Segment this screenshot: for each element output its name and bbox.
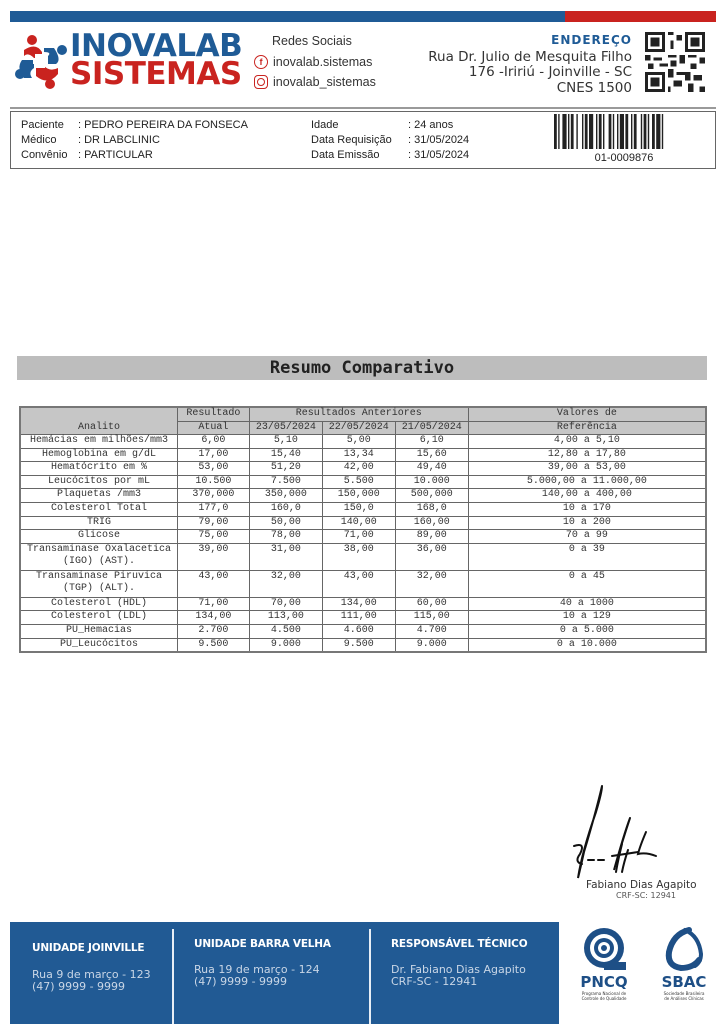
footer-unit-title: UNIDADE JOINVILLE bbox=[32, 942, 145, 954]
barcode-bar bbox=[599, 114, 602, 149]
barcode-bar bbox=[617, 114, 618, 149]
address-line1: Rua Dr. Julio de Mesquita Filho bbox=[428, 48, 632, 65]
cell-previous-3: 115,00 bbox=[395, 611, 468, 625]
cell-current-result: 370,000 bbox=[177, 489, 249, 503]
cell-current-result: 6,00 bbox=[177, 435, 249, 449]
barcode-bar bbox=[644, 114, 647, 149]
barcode-bar bbox=[562, 114, 566, 149]
cell-previous-2: 134,00 bbox=[322, 597, 395, 611]
patient-info-box bbox=[10, 111, 716, 169]
barcode-bar bbox=[603, 114, 604, 149]
barcode-bar bbox=[596, 114, 597, 149]
barcode-bar bbox=[613, 114, 614, 149]
instagram-handle: inovalab_sistemas bbox=[273, 75, 376, 89]
cell-previous-1: 32,00 bbox=[249, 570, 322, 597]
patient-field: Médico : DR LABCLINIC bbox=[21, 134, 160, 146]
pncq-subtitle-1: Programa Nacional de bbox=[581, 991, 627, 996]
signer-name: Fabiano Dias Agapito bbox=[586, 879, 697, 891]
cell-current-result: 10.500 bbox=[177, 475, 249, 489]
cell-previous-1: 9.000 bbox=[249, 638, 322, 652]
cell-previous-3: 49,40 bbox=[395, 462, 468, 476]
cell-previous-1: 31,00 bbox=[249, 543, 322, 570]
brand-logo bbox=[14, 28, 243, 92]
cell-previous-1: 7.500 bbox=[249, 475, 322, 489]
cell-previous-2: 150,000 bbox=[322, 489, 395, 503]
patient-field: Paciente : PEDRO PEREIRA DA FONSECA bbox=[21, 119, 248, 131]
barcode-bar bbox=[558, 114, 559, 149]
logo-cross-icon bbox=[14, 34, 68, 90]
cell-reference: 0 a 10.000 bbox=[468, 638, 706, 652]
cell-previous-1: 15,40 bbox=[249, 448, 322, 462]
table-row bbox=[20, 462, 706, 476]
cell-previous-2: 38,00 bbox=[322, 543, 395, 570]
cell-previous-2: 71,00 bbox=[322, 530, 395, 544]
cell-previous-1: 78,00 bbox=[249, 530, 322, 544]
cell-previous-3: 89,00 bbox=[395, 530, 468, 544]
barcode-bar bbox=[634, 114, 637, 149]
facebook-link[interactable] bbox=[254, 52, 376, 72]
cell-current-result: 71,00 bbox=[177, 597, 249, 611]
cell-current-result: 2.700 bbox=[177, 624, 249, 638]
patient-fields-right bbox=[311, 118, 469, 163]
cell-previous-3: 36,00 bbox=[395, 543, 468, 570]
cell-current-result: 17,00 bbox=[177, 448, 249, 462]
cell-previous-2: 43,00 bbox=[322, 570, 395, 597]
table-row bbox=[20, 475, 706, 489]
cell-previous-1: 70,00 bbox=[249, 597, 322, 611]
patient-fields-left bbox=[21, 118, 248, 163]
sbac-subtitle-2: de Análises Clínicas bbox=[664, 996, 704, 1001]
barcode-bar bbox=[609, 114, 612, 149]
insurance-name: : PARTICULAR bbox=[78, 149, 153, 161]
pncq-logo-icon bbox=[579, 926, 629, 972]
cell-reference: 4,00 a 5,10 bbox=[468, 435, 706, 449]
footer-technical-lead bbox=[369, 922, 559, 1024]
barcode-bar bbox=[631, 114, 632, 149]
barcode-icon bbox=[554, 114, 694, 149]
table-row bbox=[20, 611, 706, 625]
sbac-name: SBAC bbox=[661, 973, 707, 991]
header-ref-l1: Valores de bbox=[468, 407, 706, 421]
barcode-bar bbox=[571, 114, 574, 149]
cell-analito: Transaminase Piruvica (TGP) (ALT). bbox=[20, 570, 177, 597]
cell-analito: Colesterol (LDL) bbox=[20, 611, 177, 625]
cell-previous-1: 350,000 bbox=[249, 489, 322, 503]
instagram-icon bbox=[254, 75, 268, 89]
cell-previous-2: 140,00 bbox=[322, 516, 395, 530]
cell-reference: 0 a 39 bbox=[468, 543, 706, 570]
cell-previous-2: 111,00 bbox=[322, 611, 395, 625]
qr-code-icon bbox=[645, 32, 705, 92]
signature-icon bbox=[566, 782, 666, 882]
cell-analito: Plaquetas /mm3 bbox=[20, 489, 177, 503]
address-cnes: CNES 1500 bbox=[556, 79, 632, 96]
pncq-subtitle-2: Controle de Qualidade bbox=[581, 996, 627, 1001]
table-row bbox=[20, 448, 706, 462]
results-table bbox=[19, 406, 707, 653]
report-title: Resumo Comparativo bbox=[17, 356, 707, 380]
brand-name-line1: INOVALAB bbox=[70, 28, 243, 64]
cell-previous-1: 5,10 bbox=[249, 435, 322, 449]
cell-current-result: 43,00 bbox=[177, 570, 249, 597]
cell-analito: TRIG bbox=[20, 516, 177, 530]
table-row bbox=[20, 543, 706, 570]
pncq-name: PNCQ bbox=[580, 973, 628, 991]
cell-previous-1: 4.500 bbox=[249, 624, 322, 638]
cell-previous-1: 50,00 bbox=[249, 516, 322, 530]
cell-previous-3: 168,0 bbox=[395, 502, 468, 516]
footer-unit-phone: (47) 9999 - 9999 bbox=[194, 975, 288, 988]
cell-analito: Transaminase Oxalacetica (IGO) (AST). bbox=[20, 543, 177, 570]
cell-current-result: 75,00 bbox=[177, 530, 249, 544]
cell-previous-3: 60,00 bbox=[395, 597, 468, 611]
cell-previous-2: 5,00 bbox=[322, 435, 395, 449]
cell-current-result: 79,00 bbox=[177, 516, 249, 530]
address-line2: 176 -Iririú - Joinville - SC bbox=[468, 64, 632, 80]
cell-current-result: 177,0 bbox=[177, 502, 249, 516]
patient-field: Idade : 24 anos bbox=[311, 119, 454, 131]
header-ref-l2: Referência bbox=[468, 421, 706, 435]
cell-previous-3: 160,00 bbox=[395, 516, 468, 530]
barcode-number: 01-0009876 bbox=[594, 152, 654, 164]
barcode-bar bbox=[648, 114, 649, 149]
lab-address bbox=[428, 33, 632, 96]
patient-age: : 24 anos bbox=[408, 119, 454, 131]
footer-unit-address: Rua 19 de março - 124 bbox=[194, 963, 320, 976]
cell-reference: 140,00 a 400,00 bbox=[468, 489, 706, 503]
header-date-1: 23/05/2024 bbox=[249, 421, 322, 435]
footer-unit-joinville bbox=[10, 922, 172, 1024]
cell-reference: 70 a 99 bbox=[468, 530, 706, 544]
doctor-name: : DR LABCLINIC bbox=[78, 134, 160, 146]
table-row bbox=[20, 570, 706, 597]
brand-name-line2: SISTEMAS bbox=[70, 56, 242, 92]
patient-field: Convênio : PARTICULAR bbox=[21, 149, 153, 161]
cell-analito: Colesterol (HDL) bbox=[20, 597, 177, 611]
cell-reference: 5.000,00 a 11.000,00 bbox=[468, 475, 706, 489]
header-divider bbox=[10, 107, 716, 109]
footer-unit-barra-velha bbox=[172, 922, 369, 1024]
cell-previous-2: 42,00 bbox=[322, 462, 395, 476]
barcode-bar bbox=[662, 114, 663, 149]
cell-analito: Hemácias em milhões/mm3 bbox=[20, 435, 177, 449]
cell-analito: PU_Hemacias bbox=[20, 624, 177, 638]
instagram-link[interactable] bbox=[254, 72, 376, 92]
barcode-bar bbox=[656, 114, 660, 149]
facebook-handle: inovalab.sistemas bbox=[273, 55, 373, 69]
barcode-bar bbox=[652, 114, 655, 149]
cell-previous-1: 51,20 bbox=[249, 462, 322, 476]
request-date: : 31/05/2024 bbox=[408, 134, 470, 146]
sbac-subtitle-1: Sociedade Brasileira bbox=[663, 991, 705, 996]
cell-reference: 40 a 1000 bbox=[468, 597, 706, 611]
header-bar-red bbox=[565, 11, 716, 22]
cell-previous-2: 4.600 bbox=[322, 624, 395, 638]
cell-analito: PU_Leucócitos bbox=[20, 638, 177, 652]
cell-previous-3: 32,00 bbox=[395, 570, 468, 597]
cell-previous-3: 10.000 bbox=[395, 475, 468, 489]
table-row bbox=[20, 530, 706, 544]
barcode-bar bbox=[589, 114, 593, 149]
cell-current-result: 9.500 bbox=[177, 638, 249, 652]
header-analito: Analito bbox=[20, 407, 177, 435]
footer-lead-crf: CRF-SC - 12941 bbox=[391, 975, 478, 988]
cell-current-result: 39,00 bbox=[177, 543, 249, 570]
facebook-icon: f bbox=[254, 55, 268, 69]
cell-previous-2: 13,34 bbox=[322, 448, 395, 462]
footer-bar bbox=[10, 922, 559, 1024]
header-color-bar bbox=[10, 11, 716, 22]
cell-reference: 39,00 a 53,00 bbox=[468, 462, 706, 476]
cell-reference: 0 a 5.000 bbox=[468, 624, 706, 638]
sbac-logo-icon bbox=[659, 926, 709, 972]
barcode-bar bbox=[568, 114, 569, 149]
barcode-bar bbox=[620, 114, 624, 149]
table-row bbox=[20, 597, 706, 611]
header-anteriores: Resultados Anteriores bbox=[249, 407, 468, 421]
cell-previous-2: 9.500 bbox=[322, 638, 395, 652]
cell-analito: Glicose bbox=[20, 530, 177, 544]
barcode-bar bbox=[576, 114, 577, 149]
cell-previous-3: 500,000 bbox=[395, 489, 468, 503]
cell-previous-3: 4.700 bbox=[395, 624, 468, 638]
footer-unit-address: Rua 9 de março - 123 bbox=[32, 968, 151, 981]
table-row bbox=[20, 516, 706, 530]
barcode-bar bbox=[641, 114, 642, 149]
cell-analito: Hemoglobina em g/dL bbox=[20, 448, 177, 462]
cell-current-result: 134,00 bbox=[177, 611, 249, 625]
pncq-badge bbox=[572, 926, 636, 1001]
social-title: Redes Sociais bbox=[272, 34, 352, 48]
table-row bbox=[20, 638, 706, 652]
cell-reference: 0 a 45 bbox=[468, 570, 706, 597]
social-links bbox=[254, 34, 376, 92]
cell-analito: Hematócrito em % bbox=[20, 462, 177, 476]
cell-previous-3: 9.000 bbox=[395, 638, 468, 652]
patient-name: : PEDRO PEREIRA DA FONSECA bbox=[78, 119, 248, 131]
header-date-3: 21/05/2024 bbox=[395, 421, 468, 435]
footer-lead-name: Dr. Fabiano Dias Agapito bbox=[391, 963, 526, 976]
cell-reference: 12,80 a 17,80 bbox=[468, 448, 706, 462]
table-row bbox=[20, 624, 706, 638]
header-resultado-l1: Resultado bbox=[177, 407, 249, 421]
patient-field: Data Emissão : 31/05/2024 bbox=[311, 149, 470, 161]
table-row bbox=[20, 435, 706, 449]
cell-reference: 10 a 129 bbox=[468, 611, 706, 625]
address-label: ENDEREÇO bbox=[551, 33, 632, 47]
signer-crf: CRF-SC: 12941 bbox=[616, 891, 676, 900]
cell-reference: 10 a 170 bbox=[468, 502, 706, 516]
footer-unit-phone: (47) 9999 - 9999 bbox=[32, 980, 126, 993]
header-resultado-l2: Atual bbox=[177, 421, 249, 435]
cell-previous-1: 160,0 bbox=[249, 502, 322, 516]
issue-date: : 31/05/2024 bbox=[408, 149, 470, 161]
cell-current-result: 53,00 bbox=[177, 462, 249, 476]
barcode-bar bbox=[554, 114, 557, 149]
cell-previous-3: 15,60 bbox=[395, 448, 468, 462]
barcode-bar bbox=[625, 114, 628, 149]
cell-analito: Colesterol Total bbox=[20, 502, 177, 516]
cell-previous-2: 150,0 bbox=[322, 502, 395, 516]
cell-reference: 10 a 200 bbox=[468, 516, 706, 530]
sbac-badge bbox=[652, 926, 716, 1001]
header-date-2: 22/05/2024 bbox=[322, 421, 395, 435]
cell-previous-1: 113,00 bbox=[249, 611, 322, 625]
footer-unit-title: UNIDADE BARRA VELHA bbox=[194, 938, 331, 950]
footer-unit-title: RESPONSÁVEL TÉCNICO bbox=[391, 938, 528, 950]
table-row bbox=[20, 489, 706, 503]
cell-previous-2: 5.500 bbox=[322, 475, 395, 489]
cell-previous-3: 6,10 bbox=[395, 435, 468, 449]
barcode-bar bbox=[585, 114, 588, 149]
header-bar-blue bbox=[10, 11, 565, 22]
cell-analito: Leucócitos por mL bbox=[20, 475, 177, 489]
barcode-bar bbox=[582, 114, 583, 149]
patient-field: Data Requisição : 31/05/2024 bbox=[311, 134, 470, 146]
table-row bbox=[20, 502, 706, 516]
